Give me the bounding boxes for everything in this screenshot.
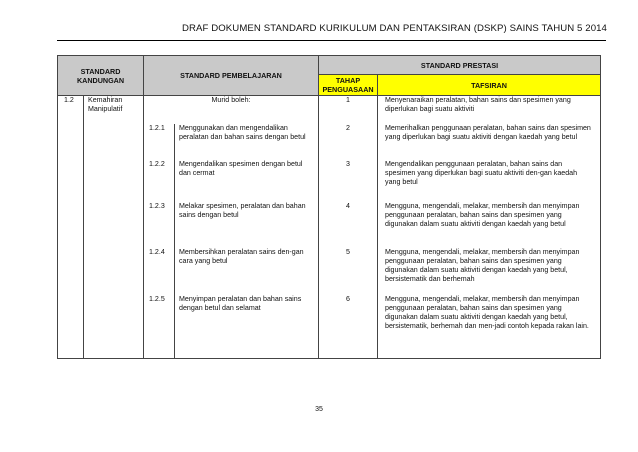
- tahap-level: 6: [319, 295, 378, 359]
- content-standard-number: 1.2: [58, 96, 84, 124]
- header-standard-prestasi: STANDARD PRESTASI: [319, 56, 601, 75]
- header-standard-pembelajaran: STANDARD PEMBELAJARAN: [144, 56, 319, 96]
- tafsiran-text: Mengendalikan penggunaan peralatan, bahan sains dan spesimen yang diperlukan bagi suatu aktiviti den-gan kaedah yang betul: [378, 160, 601, 202]
- learning-standard-code: 1.2.1: [144, 124, 175, 160]
- tafsiran-text: Menyenaraikan peralatan, bahan sains dan spesimen yang diperlukan bagi suatu aktiviti: [378, 96, 601, 124]
- header-standard-kandungan: STANDARD KANDUNGAN: [58, 56, 144, 96]
- learning-standard-desc: Menyimpan peralatan dan bahan sains dengan betul dan selamat: [175, 295, 319, 359]
- learning-standard-code: 1.2.3: [144, 202, 175, 248]
- header-tafsiran: TAFSIRAN: [378, 75, 601, 96]
- learning-standard-code: 1.2.5: [144, 295, 175, 359]
- header-rule: [57, 40, 606, 41]
- tahap-level: 3: [319, 160, 378, 202]
- document-header: DRAF DOKUMEN STANDARD KURIKULUM DAN PENTAKSIRAN (DSKP) SAINS TAHUN 5 2014: [181, 23, 607, 34]
- page-number: 35: [315, 406, 323, 413]
- tafsiran-text: Mengguna, mengendali, melakar, membersih dan menyimpan penggunaan peralatan, bahan sains dan spesimen yang digunakan dalam suatu aktiviti dengan kaedah yang betul: [378, 202, 601, 248]
- tahap-level: 1: [319, 96, 378, 124]
- learning-standard-code: 1.2.4: [144, 248, 175, 295]
- tahap-level: 2: [319, 124, 378, 160]
- learning-standard-code: 1.2.2: [144, 160, 175, 202]
- learning-standard-desc: Melakar spesimen, peralatan dan bahan sains dengan betul: [175, 202, 319, 248]
- learning-standard-desc: Mengendalikan spesimen dengan betul dan cermat: [175, 160, 319, 202]
- dskp-table: [57, 55, 601, 359]
- learning-standard-desc: Membersihkan peralatan sains den-gan cara yang betul: [175, 248, 319, 295]
- tafsiran-text: Memerihalkan penggunaan peralatan, bahan sains dan spesimen yang diperlukan bagi suatu aktiviti dengan kaedah yang betul: [378, 124, 601, 160]
- tafsiran-text: Mengguna, mengendali, melakar, membersih dan menyimpan penggunaan peralatan, bahan sains dan spesimen yang digunakan dalam suatu aktiviti dengan kaedah yang betul, bersistematik dan berhemah: [378, 248, 601, 295]
- header-tahap-penguasaan: TAHAP PENGUASAAN: [319, 75, 378, 96]
- tahap-level: 5: [319, 248, 378, 295]
- learning-intro: Murid boleh:: [144, 96, 319, 124]
- tahap-level: 4: [319, 202, 378, 248]
- learning-standard-desc: Menggunakan dan mengendalikan peralatan dan bahan sains dengan betul: [175, 124, 319, 160]
- content-standard-name: Kemahiran Manipulatif: [84, 96, 144, 124]
- tafsiran-text: Mengguna, mengendali, melakar, membersih dan menyimpan penggunaan peralatan, bahan sains dan spesimen yang digunakan dalam suatu aktiviti dengan kaedah yang betul, bersistematik, berhemah dan men-jadi contoh kepada rakan lain.: [378, 295, 601, 359]
